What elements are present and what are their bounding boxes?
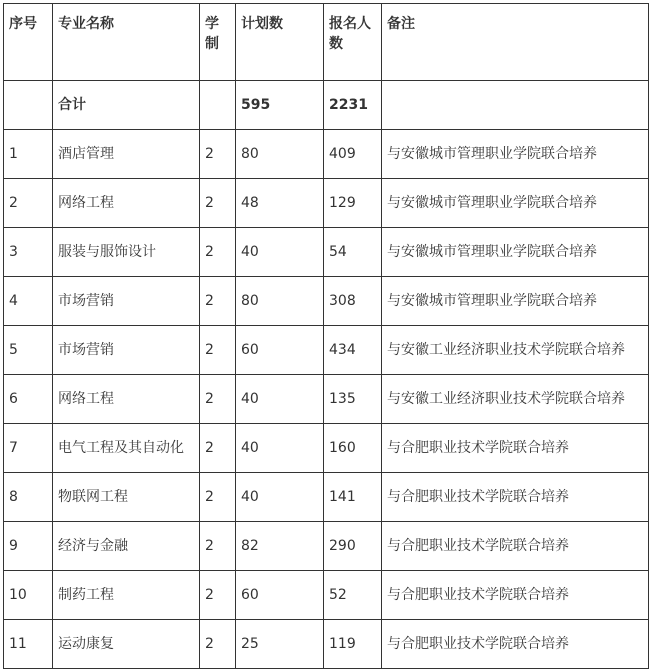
admissions-table (3, 3, 649, 669)
cell-note: 与安徽工业经济职业技术学院联合培养 (382, 375, 649, 424)
cell-note: 与合肥职业技术学院联合培养 (382, 522, 649, 571)
header-row (4, 4, 649, 81)
cell-major: 服装与服饰设计 (53, 228, 200, 277)
cell-years: 2 (200, 620, 236, 669)
cell-note: 与合肥职业技术学院联合培养 (382, 571, 649, 620)
cell-applicants: 434 (324, 326, 382, 375)
table-row (4, 179, 649, 228)
cell-no: 7 (4, 424, 53, 473)
cell-plan: 40 (236, 473, 324, 522)
cell-applicants: 141 (324, 473, 382, 522)
cell-plan: 40 (236, 228, 324, 277)
total-row (4, 81, 649, 130)
cell-note: 与安徽城市管理职业学院联合培养 (382, 228, 649, 277)
cell-major: 电气工程及其自动化 (53, 424, 200, 473)
cell-years: 2 (200, 228, 236, 277)
cell-years: 2 (200, 277, 236, 326)
cell-years: 2 (200, 375, 236, 424)
total-no (4, 81, 53, 130)
cell-years: 2 (200, 522, 236, 571)
cell-plan: 40 (236, 424, 324, 473)
cell-plan: 82 (236, 522, 324, 571)
cell-applicants: 52 (324, 571, 382, 620)
cell-years: 2 (200, 571, 236, 620)
header-years (200, 4, 236, 81)
cell-years: 2 (200, 424, 236, 473)
table-row (4, 522, 649, 571)
cell-no: 1 (4, 130, 53, 179)
table-row (4, 620, 649, 669)
cell-plan: 48 (236, 179, 324, 228)
header-note: 备注 (382, 4, 649, 81)
cell-major: 制药工程 (53, 571, 200, 620)
cell-major: 市场营销 (53, 277, 200, 326)
cell-note: 与合肥职业技术学院联合培养 (382, 620, 649, 669)
cell-applicants: 409 (324, 130, 382, 179)
cell-major: 酒店管理 (53, 130, 200, 179)
cell-applicants: 308 (324, 277, 382, 326)
cell-applicants: 119 (324, 620, 382, 669)
cell-major: 物联网工程 (53, 473, 200, 522)
cell-major: 运动康复 (53, 620, 200, 669)
table-row (4, 473, 649, 522)
cell-plan: 25 (236, 620, 324, 669)
cell-years: 2 (200, 130, 236, 179)
cell-no: 9 (4, 522, 53, 571)
cell-years: 2 (200, 326, 236, 375)
table-row (4, 326, 649, 375)
cell-note: 与合肥职业技术学院联合培养 (382, 473, 649, 522)
cell-plan: 60 (236, 571, 324, 620)
cell-years: 2 (200, 473, 236, 522)
table-row (4, 130, 649, 179)
cell-note: 与安徽工业经济职业技术学院联合培养 (382, 326, 649, 375)
header-no: 序号 (4, 4, 53, 81)
cell-note: 与安徽城市管理职业学院联合培养 (382, 130, 649, 179)
cell-years: 2 (200, 179, 236, 228)
cell-major: 网络工程 (53, 375, 200, 424)
cell-no: 4 (4, 277, 53, 326)
cell-applicants: 129 (324, 179, 382, 228)
cell-no: 11 (4, 620, 53, 669)
total-years (200, 81, 236, 130)
cell-plan: 80 (236, 130, 324, 179)
cell-applicants: 290 (324, 522, 382, 571)
cell-no: 3 (4, 228, 53, 277)
table-row (4, 375, 649, 424)
total-note (382, 81, 649, 130)
cell-no: 8 (4, 473, 53, 522)
header-plan: 计划数 (236, 4, 324, 81)
cell-plan: 80 (236, 277, 324, 326)
cell-plan: 60 (236, 326, 324, 375)
cell-major: 经济与金融 (53, 522, 200, 571)
cell-no: 10 (4, 571, 53, 620)
cell-note: 与安徽城市管理职业学院联合培养 (382, 277, 649, 326)
cell-applicants: 135 (324, 375, 382, 424)
cell-note: 与合肥职业技术学院联合培养 (382, 424, 649, 473)
header-years-text: 学制 (205, 16, 219, 52)
total-applicants: 2231 (324, 81, 382, 130)
table-row (4, 228, 649, 277)
table-row (4, 424, 649, 473)
cell-no: 5 (4, 326, 53, 375)
cell-major: 市场营销 (53, 326, 200, 375)
total-plan: 595 (236, 81, 324, 130)
cell-note: 与安徽城市管理职业学院联合培养 (382, 179, 649, 228)
header-major: 专业名称 (53, 4, 200, 81)
table-row (4, 277, 649, 326)
cell-applicants: 160 (324, 424, 382, 473)
table-row (4, 571, 649, 620)
cell-applicants: 54 (324, 228, 382, 277)
cell-no: 2 (4, 179, 53, 228)
header-applicants (324, 4, 382, 81)
cell-major: 网络工程 (53, 179, 200, 228)
cell-no: 6 (4, 375, 53, 424)
header-applicants-text: 报名人数 (329, 16, 371, 52)
cell-plan: 40 (236, 375, 324, 424)
table-body (4, 4, 649, 669)
total-label: 合计 (53, 81, 200, 130)
